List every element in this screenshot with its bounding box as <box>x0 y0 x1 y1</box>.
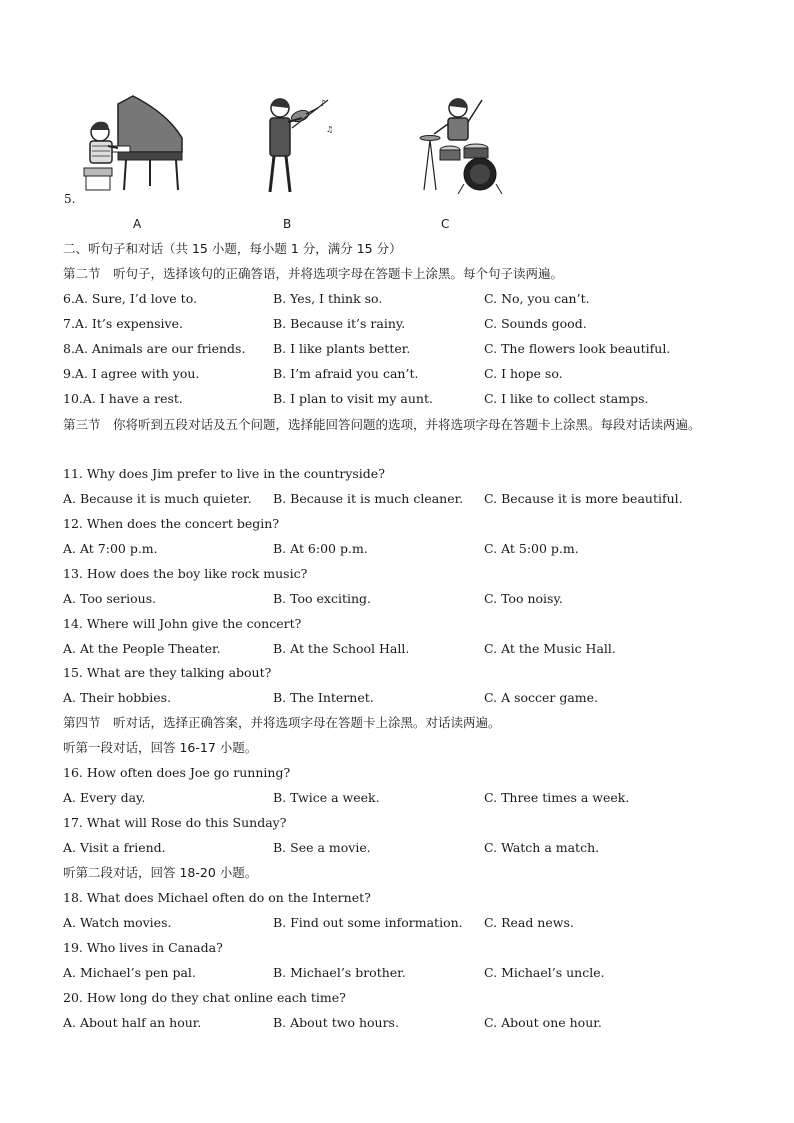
question-12-option-c: C. At 5:00 p.m. <box>484 541 579 556</box>
question-15-option-b: B. The Internet. <box>273 690 374 705</box>
svg-text:♫: ♫ <box>326 125 334 134</box>
question-6-option-c: C. No, you can’t. <box>484 291 590 306</box>
question-20-option-a: A. About half an hour. <box>63 1015 202 1030</box>
question-19-option-a: A. Michael’s pen pal. <box>63 965 196 980</box>
piano-player-picture <box>78 94 188 194</box>
part-4-instruction: 第四节 听对话，选择正确答案，并将选项字母在答题卡上涂黑。对话读两遍。 <box>63 715 501 730</box>
part-3-instruction: 第三节 你将听到五段对话及五个问题，选择能回答问题的选项，并将选项字母在答题卡上涂黑。每段对话读两遍。 <box>63 417 701 432</box>
picture-label-b: B <box>283 217 292 231</box>
picture-label-a: A <box>133 217 142 231</box>
question-16-option-a: A. Every day. <box>63 790 146 805</box>
question-17-option-b: B. See a movie. <box>273 840 371 855</box>
question-13-option-b: B. Too exciting. <box>273 591 372 606</box>
question-14-option-c: C. At the Music Hall. <box>484 641 616 656</box>
question-11-option-c: C. Because it is more beautiful. <box>484 491 683 506</box>
question-14-option-b: B. At the School Hall. <box>273 641 410 656</box>
question-12-text: 12. When does the concert begin? <box>63 516 280 531</box>
question-17-option-a: A. Visit a friend. <box>63 840 166 855</box>
question-8-option-b: B. I like plants better. <box>273 341 411 356</box>
question-10-option-b: B. I plan to visit my aunt. <box>273 391 433 406</box>
svg-text:♪: ♪ <box>320 99 326 109</box>
question-15-option-c: C. A soccer game. <box>484 690 599 705</box>
question-6-option-b: B. Yes, I think so. <box>273 291 383 306</box>
question-15-text: 15. What are they talking about? <box>63 665 272 680</box>
picture-label-c: C <box>441 217 450 231</box>
question-11-option-b: B. Because it is much cleaner. <box>273 491 464 506</box>
violin-player-picture <box>256 94 336 196</box>
question-17-option-c: C. Watch a match. <box>484 840 600 855</box>
dialog-1-intro: 听第一段对话，回答 16-17 小题。 <box>63 740 258 755</box>
question-5-number: 5. <box>64 192 76 206</box>
question-18-option-a: A. Watch movies. <box>63 915 172 930</box>
question-15-option-a: A. Their hobbies. <box>63 690 172 705</box>
question-7-option-a: 7.A. It’s expensive. <box>63 316 183 331</box>
question-18-text: 18. What does Michael often do on the Internet? <box>63 890 371 905</box>
question-9-option-a: 9.A. I agree with you. <box>63 366 200 381</box>
question-20-option-b: B. About two hours. <box>273 1015 399 1030</box>
question-12-option-b: B. At 6:00 p.m. <box>273 541 368 556</box>
question-8-option-c: C. The flowers look beautiful. <box>484 341 671 356</box>
question-16-option-c: C. Three times a week. <box>484 790 630 805</box>
question-20-text: 20. How long do they chat online each time? <box>63 990 346 1005</box>
question-6-option-a: 6.A. Sure, I’d love to. <box>63 291 197 306</box>
question-19-option-b: B. Michael’s brother. <box>273 965 406 980</box>
question-20-option-c: C. About one hour. <box>484 1015 602 1030</box>
question-16-text: 16. How often does Joe go running? <box>63 765 291 780</box>
question-16-option-b: B. Twice a week. <box>273 790 380 805</box>
question-14-option-a: A. At the People Theater. <box>63 641 221 656</box>
question-13-option-a: A. Too serious. <box>63 591 157 606</box>
question-19-text: 19. Who lives in Canada? <box>63 940 223 955</box>
part-2-instruction: 第二节 听句子，选择该句的正确答语，并将选项字母在答题卡上涂黑。每个句子读两遍。 <box>63 266 564 281</box>
question-9-option-c: C. I hope so. <box>484 366 563 381</box>
question-11-text: 11. Why does Jim prefer to live in the countryside? <box>63 466 385 481</box>
question-11-option-a: A. Because it is much quieter. <box>63 491 252 506</box>
question-18-option-c: C. Read news. <box>484 915 574 930</box>
question-7-option-b: B. Because it’s rainy. <box>273 316 406 331</box>
dialog-2-intro: 听第二段对话，回答 18-20 小题。 <box>63 865 258 880</box>
question-19-option-c: C. Michael’s uncle. <box>484 965 605 980</box>
question-10-option-a: 10.A. I have a rest. <box>63 391 183 406</box>
question-18-option-b: B. Find out some information. <box>273 915 463 930</box>
question-13-text: 13. How does the boy like rock music? <box>63 566 308 581</box>
question-7-option-c: C. Sounds good. <box>484 316 587 331</box>
question-17-text: 17. What will Rose do this Sunday? <box>63 815 287 830</box>
question-12-option-a: A. At 7:00 p.m. <box>63 541 158 556</box>
question-10-option-c: C. I like to collect stamps. <box>484 391 649 406</box>
question-13-option-c: C. Too noisy. <box>484 591 563 606</box>
question-14-text: 14. Where will John give the concert? <box>63 616 302 631</box>
drum-player-picture <box>418 94 510 198</box>
section-2-title: 二、听句子和对话（共 15 小题，每小题 1 分，满分 15 分） <box>63 241 402 256</box>
question-8-option-a: 8.A. Animals are our friends. <box>63 341 246 356</box>
question-9-option-b: B. I’m afraid you can’t. <box>273 366 419 381</box>
